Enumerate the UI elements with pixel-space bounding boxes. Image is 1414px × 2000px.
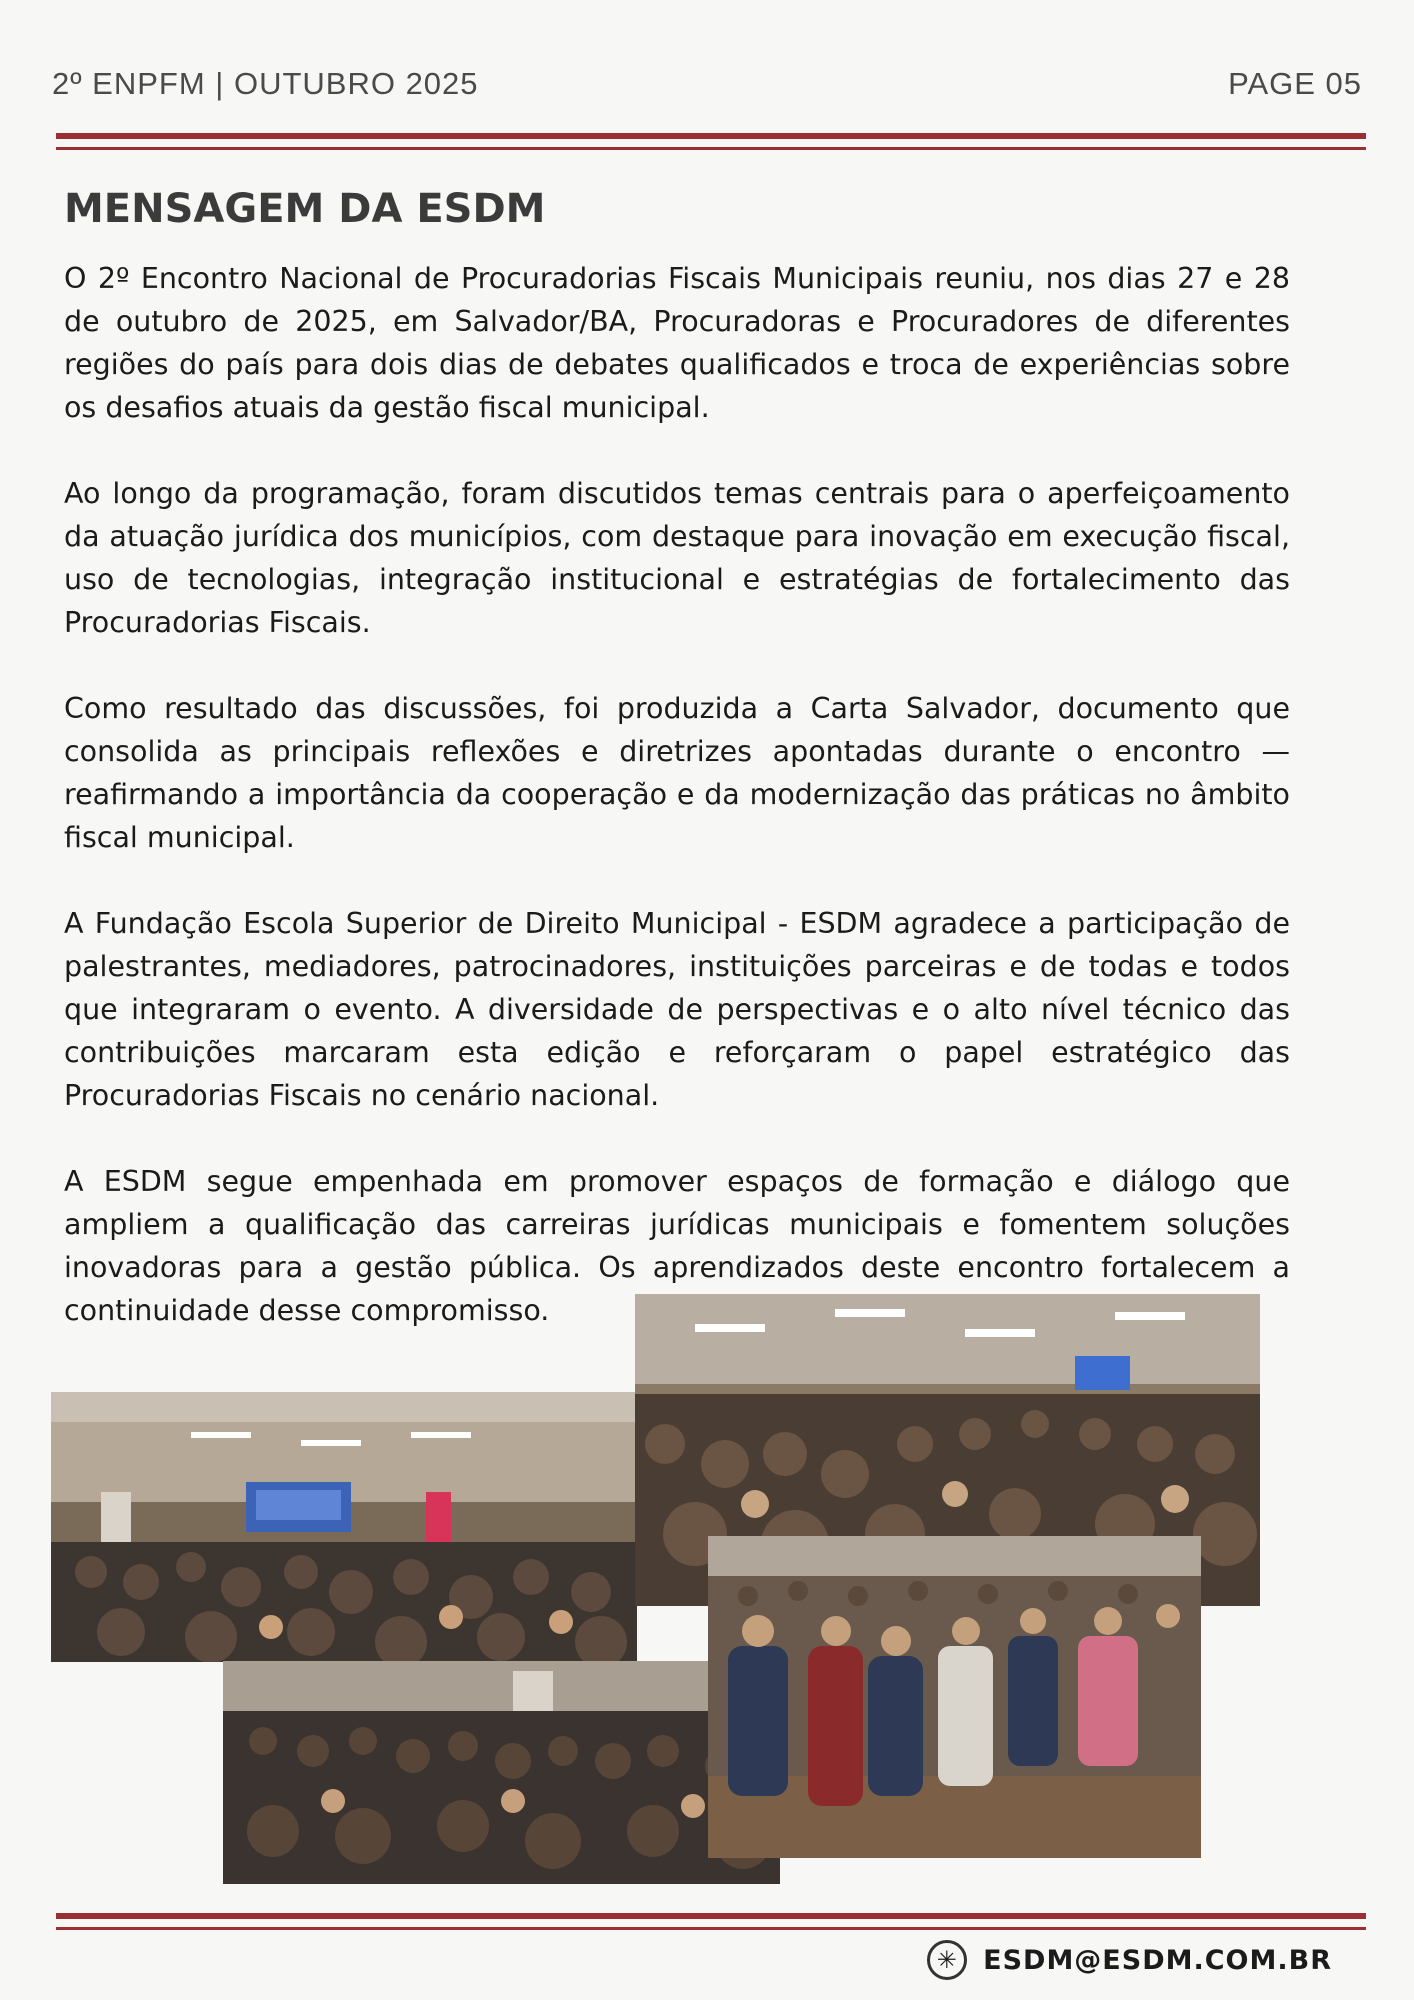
header-page-number: PAGE 05 [1228, 66, 1362, 101]
footer-divider [56, 1913, 1366, 1919]
footer-contact [927, 1940, 1332, 1980]
asterisk-circle-icon: ✳ [927, 1940, 967, 1980]
paragraph-3: Como resultado das discussões, foi produzida a Carta Salvador, documento que consolida as principais reflexões e diretrizes apontadas durante o encontro — reafirmando a importância da cooperação e da modernização das práticas no âmbito fiscal municipal. [64, 692, 1290, 854]
header-divider-thin [56, 147, 1366, 150]
event-photo-participants-front [708, 1536, 1201, 1858]
paragraph-2: Ao longo da programação, foram discutidos temas centrais para o aperfeiçoamento da atuação jurídica dos municípios, com destaque para inovação em execução fiscal, uso de tecnologias, integração institucional e estratégias de fortalecimento das Procuradorias Fiscais. [64, 477, 1290, 639]
paragraph-5: A ESDM segue empenhada em promover espaços de formação e diálogo que ampliem a qualificação das carreiras jurídicas municipais e fomentem soluções inovadoras para a gestão pública. Os aprendizados deste encontro fortalecem a continuidade desse compromisso. [64, 1165, 1290, 1327]
header-divider [56, 133, 1366, 139]
paragraph-1: O 2º Encontro Nacional de Procuradorias Fiscais Municipais reuniu, nos dias 27 e 28 de outubro de 2025, em Salvador/BA, Procuradoras e Procuradores de diferentes regiões do país para dois dias de debates qualificados e troca de experiências sobre os desafios atuais da gestão fiscal municipal. [64, 262, 1290, 424]
event-photo-audience-side [223, 1661, 780, 1884]
page-title: MENSAGEM DA ESDM [64, 186, 546, 232]
paragraph-4: A Fundação Escola Superior de Direito Municipal - ESDM agradece a participação de palestrantes, mediadores, patrocinadores, instituições parceiras e de todas e todos que integraram o evento. A diversidade de perspectivas e o alto nível técnico das contribuições marcaram esta edição e reforçaram o papel estratégico das Procuradorias Fiscais no cenário nacional. [64, 907, 1290, 1112]
header-edition: 2º ENPFM | OUTUBRO 2025 [52, 66, 479, 101]
footer-divider-thin [56, 1927, 1366, 1930]
article-body [64, 257, 1290, 1375]
footer-email[interactable]: ESDM@ESDM.COM.BR [983, 1944, 1332, 1976]
event-photo-auditorium-wide [51, 1392, 637, 1662]
